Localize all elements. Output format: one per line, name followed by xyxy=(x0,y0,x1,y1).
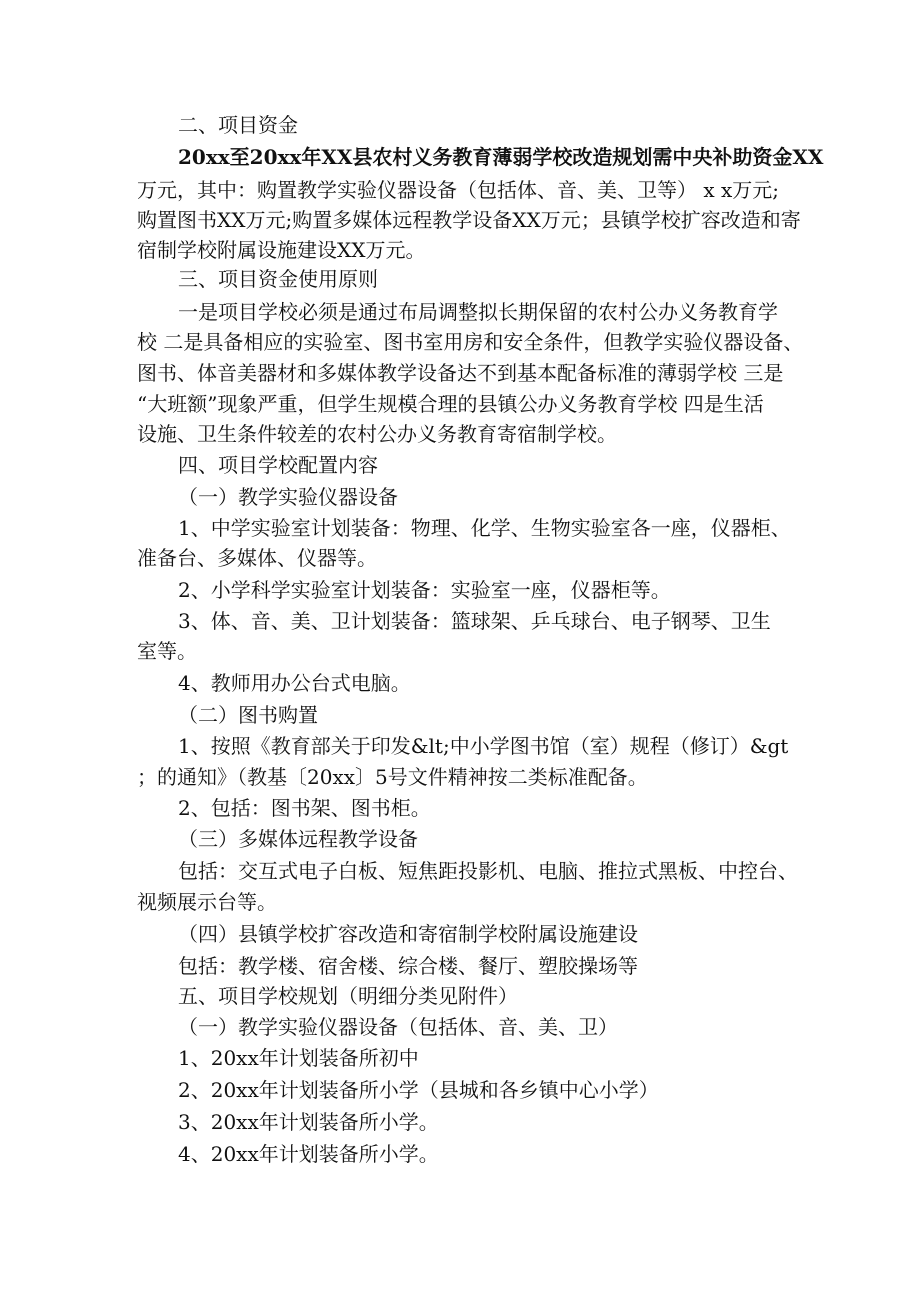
subsection-heading: （一）教学实验仪器设备（包括体、音、美、卫） xyxy=(178,1015,618,1039)
paragraph-line: 20xx至20xx年XX县农村义务教育薄弱学校改造规划需中央补助资金XX xyxy=(178,145,824,169)
list-item: 4、教师用办公台式电脑。 xyxy=(178,671,411,695)
section-heading-principles: 三、项目资金使用原则 xyxy=(178,267,378,291)
paragraph-line: 准备台、多媒体、仪器等。 xyxy=(137,546,377,570)
list-item: 3、20xx年计划装备所小学。 xyxy=(178,1110,439,1134)
paragraph-line: ；的通知》（教基〔20xx〕5号文件精神按二类标准配备。 xyxy=(137,765,648,789)
list-item: 1、中学实验室计划装备：物理、化学、生物实验室各一座，仪器柜、 xyxy=(178,516,791,540)
paragraph-line: 购置图书XX万元;购置多媒体远程教学设备XX万元；县镇学校扩容改造和寄 xyxy=(137,208,801,232)
list-item: 2、小学科学实验室计划装备：实验室一座，仪器柜等。 xyxy=(178,578,671,602)
paragraph-line: 室等。 xyxy=(137,639,197,663)
list-item: 2、20xx年计划装备所小学（县城和各乡镇中心小学） xyxy=(178,1078,659,1102)
list-item: 1、按照《教育部关于印发&lt;中小学图书馆（室）规程（修订）&gt xyxy=(178,734,789,758)
paragraph-line: 宿制学校附属设施建设XX万元。 xyxy=(137,238,426,262)
subsection-heading: （二）图书购置 xyxy=(178,703,318,727)
paragraph-line: 万元，其中：购置教学实验仪器设备（包括体、音、美、卫等） x x万元; xyxy=(137,178,780,202)
section-heading-planning: 五、项目学校规划（明细分类见附件） xyxy=(178,984,518,1008)
paragraph-line: “大班额”现象严重，但学生规模合理的县镇公办义务教育学校 四是生活 xyxy=(137,392,764,416)
paragraph-line: 图书、体音美器材和多媒体教学设备达不到基本配备标准的薄弱学校 三是 xyxy=(137,361,784,385)
paragraph-line: 设施、卫生条件较差的农村公办义务教育寄宿制学校。 xyxy=(137,422,617,446)
list-item: 1、20xx年计划装备所初中 xyxy=(178,1046,419,1070)
paragraph-line: 校 二是具备相应的实验室、图书室用房和安全条件，但教学实验仪器设备、 xyxy=(137,330,804,354)
list-item: 4、20xx年计划装备所小学。 xyxy=(178,1142,439,1166)
paragraph-line: 视频展示台等。 xyxy=(137,890,277,914)
list-item: 2、包括：图书架、图书柜。 xyxy=(178,796,431,820)
paragraph-line: 包括：交互式电子白板、短焦距投影机、电脑、推拉式黑板、中控台、 xyxy=(178,859,798,883)
subsection-heading: （三）多媒体远程教学设备 xyxy=(178,827,418,851)
subsection-heading: （一）教学实验仪器设备 xyxy=(178,485,398,509)
section-heading-configuration: 四、项目学校配置内容 xyxy=(178,453,378,477)
section-heading-funds: 二、项目资金 xyxy=(178,113,298,137)
subsection-heading: （四）县镇学校扩容改造和寄宿制学校附属设施建设 xyxy=(178,922,638,946)
paragraph-line: 包括：教学楼、宿舍楼、综合楼、餐厅、塑胶操场等 xyxy=(178,954,638,978)
list-item: 3、体、音、美、卫计划装备：篮球架、乒乓球台、电子钢琴、卫生 xyxy=(178,609,771,633)
paragraph-line: 一是项目学校必须是通过布局调整拟长期保留的农村公办义务教育学 xyxy=(178,300,778,324)
